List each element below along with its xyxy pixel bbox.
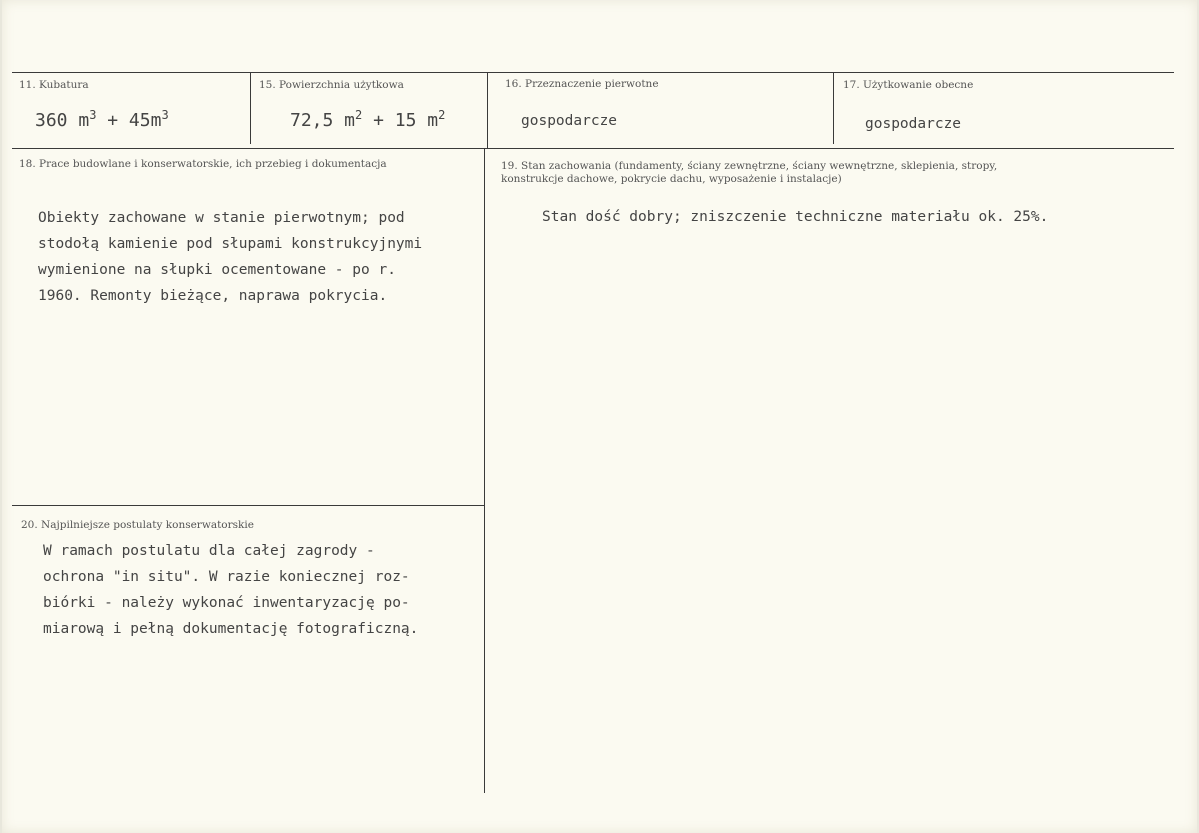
prace-label: 18. Prace budowlane i konserwatorskie, ich przebieg i dokumentacja xyxy=(19,158,387,170)
main-column-divider xyxy=(484,148,485,793)
powierzchnia-extra-exponent: 2 xyxy=(438,108,446,122)
stan-text: Stan dość dobry; zniszczenie techniczne materiału ok. 25%. xyxy=(542,209,1049,225)
section-18-bottom-rule xyxy=(12,505,484,506)
record-card xyxy=(2,0,1197,833)
postulaty-line: biórki - należy wykonać inwentaryzację po- xyxy=(43,595,410,611)
uzytkowanie-label: 17. Użytkowanie obecne xyxy=(843,79,974,91)
kubatura-value xyxy=(35,108,169,131)
przeznaczenie-label: 16. Przeznaczenie pierwotne xyxy=(505,78,659,90)
prace-line: 1960. Remonty bieżące, naprawa pokrycia. xyxy=(38,288,388,304)
top-rule xyxy=(12,72,1174,73)
prace-line: stodołą kamienie pod słupami konstrukcyjnymi xyxy=(38,236,423,252)
divider-powierzchnia xyxy=(487,72,488,148)
postulaty-text xyxy=(43,538,418,642)
postulaty-line: W ramach postulatu dla całej zagrody - xyxy=(43,543,375,559)
postulaty-line: miarową i pełną dokumentację fotograficzną. xyxy=(43,621,419,637)
przeznaczenie-value: gospodarcze xyxy=(521,113,618,129)
stan-label-line1: 19. Stan zachowania (fundamenty, ściany zewnętrzne, ściany wewnętrzne, sklepienia, stropy, xyxy=(501,160,998,172)
postulaty-label: 20. Najpilniejsze postulaty konserwatorskie xyxy=(21,519,254,531)
prace-line: Obiekty zachowane w stanie pierwotnym; pod xyxy=(38,210,405,226)
kubatura-label: 11. Kubatura xyxy=(19,79,89,91)
uzytkowanie-value: gospodarcze xyxy=(865,116,962,132)
prace-line: wymienione na słupki ocementowane - po r. xyxy=(38,262,396,278)
kubatura-extra-exponent: 3 xyxy=(161,108,169,122)
divider-przeznaczenie xyxy=(833,72,834,144)
divider-kubatura xyxy=(250,72,251,144)
powierzchnia-extra-area: + 15 m xyxy=(362,110,439,131)
header-bottom-rule xyxy=(12,148,1174,149)
powierzchnia-value xyxy=(290,108,445,131)
powierzchnia-main-area: 72,5 m xyxy=(290,110,356,131)
powierzchnia-main-exponent: 2 xyxy=(355,108,363,122)
kubatura-extra-volume: + 45m xyxy=(96,110,162,131)
kubatura-main-volume: 360 m xyxy=(35,110,90,131)
postulaty-line: ochrona "in situ". W razie koniecznej roz- xyxy=(43,569,410,585)
stan-label-line2: konstrukcje dachowe, pokrycie dachu, wyposażenie i instalacje) xyxy=(501,173,842,185)
kubatura-main-exponent: 3 xyxy=(89,108,97,122)
powierzchnia-label: 15. Powierzchnia użytkowa xyxy=(259,79,404,91)
prace-text xyxy=(38,205,422,309)
